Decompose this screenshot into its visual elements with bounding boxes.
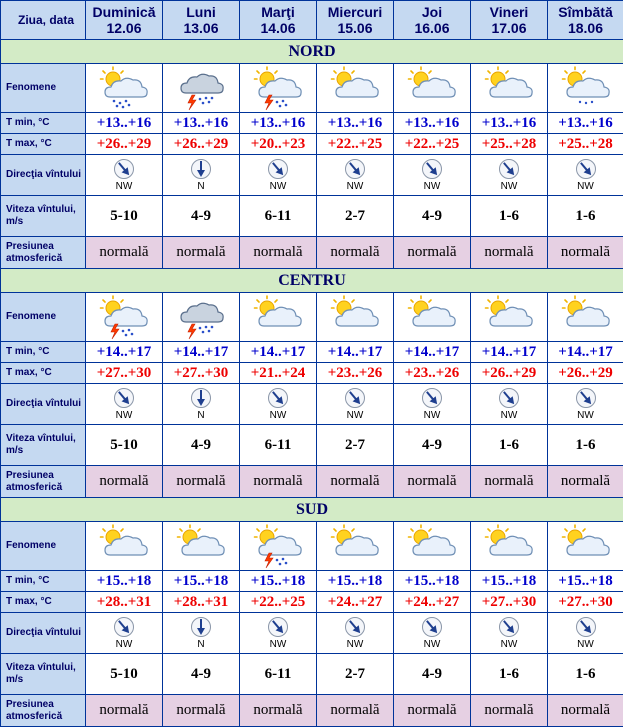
wind-speed-cell: 6-11 [240,654,317,695]
row-label: T max, °C [1,134,86,155]
day-name: Joi [394,4,470,20]
sun-cloud-icon [163,523,239,569]
tmin-cell: +13..+16 [86,113,163,134]
tmax-cell: +26..+29 [86,134,163,155]
wind-speed-cell: 1-6 [548,425,623,466]
header-row [1,1,623,40]
row-label: Viteza vîntului, m/s [1,425,86,466]
weather-icon-cell [317,293,394,342]
day-date: 13.06 [163,20,239,36]
pressure-cell: normală [86,466,163,498]
weather-icon-cell [394,522,471,571]
header-label: Ziua, data [1,1,86,40]
spd-row [1,654,623,695]
row-label: Viteza vîntului, m/s [1,196,86,237]
region-row [1,40,623,64]
ph-row [1,522,623,571]
row-label: Viteza vîntului, m/s [1,654,86,695]
wind-speed-cell: 2-7 [317,654,394,695]
wind-direction-text: NW [240,181,316,192]
wind-arrow-icon [548,387,623,409]
pressure-cell: normală [394,466,471,498]
wind-direction-cell [548,155,623,196]
tmax-row [1,592,623,613]
pressure-cell: normală [240,695,317,727]
pressure-cell: normală [471,237,548,269]
day-name: Vineri [471,4,547,20]
wind-speed-cell: 5-10 [86,654,163,695]
row-label: T min, °C [1,571,86,592]
wind-direction-cell [240,155,317,196]
tmin-cell: +15..+18 [86,571,163,592]
tmax-row [1,134,623,155]
wind-arrow-icon [163,158,239,180]
wind-direction-text: NW [240,639,316,650]
tmin-cell: +15..+18 [163,571,240,592]
wind-direction-text: NW [548,639,623,650]
weather-icon-cell [471,64,548,113]
tmax-row [1,363,623,384]
sun-cloud-icon [240,294,316,340]
row-label: Direcţia vîntului [1,613,86,654]
wind-direction-cell [317,613,394,654]
wind-speed-cell: 6-11 [240,196,317,237]
day-name: Luni [163,4,239,20]
wind-direction-cell [471,384,548,425]
tmax-cell: +28..+31 [163,592,240,613]
tmin-cell: +15..+18 [548,571,623,592]
weather-icon-cell [163,64,240,113]
weather-icon-cell [548,293,623,342]
pres-row [1,237,623,269]
row-label: Direcţia vîntului [1,155,86,196]
sun-cloud-icon [317,523,393,569]
sun-cloud-light-rain-icon [548,65,623,111]
ph-row [1,64,623,113]
weather-icon-cell [86,522,163,571]
wind-speed-cell: 6-11 [240,425,317,466]
day-header [471,1,548,40]
weather-icon-cell [394,293,471,342]
row-label: Direcţia vîntului [1,384,86,425]
row-label: Presiunea atmosferică [1,237,86,269]
day-date: 15.06 [317,20,393,36]
tmin-cell: +14..+17 [317,342,394,363]
tmin-cell: +13..+16 [548,113,623,134]
tmin-cell: +15..+18 [240,571,317,592]
tmax-cell: +21..+24 [240,363,317,384]
pressure-cell: normală [163,466,240,498]
sun-cloud-icon [317,65,393,111]
day-name: Duminică [86,4,162,20]
sun-cloud-icon [471,523,547,569]
wind-arrow-icon [548,616,623,638]
wind-speed-cell: 4-9 [163,425,240,466]
wind-direction-cell [163,155,240,196]
tmin-cell: +13..+16 [163,113,240,134]
wind-direction-text: NW [86,410,162,421]
tmin-row [1,113,623,134]
row-label: Presiunea atmosferică [1,466,86,498]
tmax-cell: +22..+25 [317,134,394,155]
pressure-cell: normală [471,466,548,498]
wind-direction-cell [394,384,471,425]
region-title: CENTRU [1,269,623,293]
wind-direction-cell [163,384,240,425]
sun-cloud-storm-rain-icon [86,294,162,340]
wind-direction-text: NW [317,181,393,192]
sun-cloud-storm-rain-icon [240,65,316,111]
row-label: T max, °C [1,592,86,613]
row-label: Fenomene [1,522,86,571]
wind-arrow-icon [86,158,162,180]
tmax-cell: +27..+30 [471,592,548,613]
wind-speed-cell: 1-6 [471,425,548,466]
pressure-cell: normală [317,237,394,269]
wind-direction-cell [317,155,394,196]
pres-row [1,695,623,727]
wind-speed-cell: 4-9 [394,425,471,466]
row-label: Fenomene [1,64,86,113]
weather-icon-cell [163,293,240,342]
weather-icon-cell [471,293,548,342]
wind-speed-cell: 1-6 [471,196,548,237]
tmin-cell: +13..+16 [317,113,394,134]
tmax-cell: +25..+28 [548,134,623,155]
sun-cloud-icon [394,65,470,111]
region-title: SUD [1,498,623,522]
ph-row [1,293,623,342]
tmax-cell: +27..+30 [86,363,163,384]
wind-arrow-icon [86,616,162,638]
wind-direction-cell [471,155,548,196]
tmin-cell: +15..+18 [394,571,471,592]
wind-direction-text: NW [394,181,470,192]
sun-cloud-rain-icon [86,65,162,111]
wind-direction-cell [548,384,623,425]
wind-direction-text: NW [471,410,547,421]
sun-cloud-icon [394,294,470,340]
tmax-cell: +26..+29 [548,363,623,384]
wind-direction-cell [163,613,240,654]
pressure-cell: normală [163,237,240,269]
tmax-cell: +27..+30 [548,592,623,613]
tmax-cell: +23..+26 [394,363,471,384]
wind-direction-text: NW [317,410,393,421]
day-header [86,1,163,40]
day-header [240,1,317,40]
pressure-cell: normală [394,695,471,727]
wind-direction-cell [548,613,623,654]
row-label: Presiunea atmosferică [1,695,86,727]
cloud-storm-rain-icon [163,294,239,340]
wind-direction-cell [394,155,471,196]
weather-icon-cell [548,64,623,113]
tmin-cell: +13..+16 [394,113,471,134]
wind-speed-cell: 2-7 [317,196,394,237]
wind-direction-cell [86,613,163,654]
weather-icon-cell [240,293,317,342]
row-label: T min, °C [1,113,86,134]
weather-icon-cell [471,522,548,571]
region-row [1,498,623,522]
wind-direction-cell [240,613,317,654]
pressure-cell: normală [317,695,394,727]
wind-direction-text: NW [471,181,547,192]
tmin-row [1,342,623,363]
day-date: 16.06 [394,20,470,36]
wind-speed-cell: 4-9 [394,196,471,237]
spd-row [1,425,623,466]
day-date: 18.06 [548,20,623,36]
sun-cloud-icon [548,294,623,340]
sun-cloud-icon [548,523,623,569]
wind-direction-text: NW [394,639,470,650]
wind-speed-cell: 5-10 [86,425,163,466]
day-name: Miercuri [317,4,393,20]
wind-speed-cell: 4-9 [163,196,240,237]
tmax-cell: +27..+30 [163,363,240,384]
wind-direction-cell [471,613,548,654]
wind-arrow-icon [240,616,316,638]
wind-direction-cell [317,384,394,425]
tmax-cell: +24..+27 [394,592,471,613]
day-header [163,1,240,40]
tmax-cell: +25..+28 [471,134,548,155]
day-name: Marţi [240,4,316,20]
day-date: 17.06 [471,20,547,36]
dir-row [1,613,623,654]
weather-icon-cell [548,522,623,571]
wind-arrow-icon [317,616,393,638]
wind-speed-cell: 4-9 [163,654,240,695]
wind-arrow-icon [163,616,239,638]
tmax-cell: +22..+25 [240,592,317,613]
sun-cloud-icon [471,294,547,340]
wind-direction-cell [86,155,163,196]
wind-direction-text: NW [548,181,623,192]
wind-arrow-icon [86,387,162,409]
pressure-cell: normală [240,466,317,498]
wind-direction-text: NW [317,639,393,650]
day-header [317,1,394,40]
wind-direction-cell [394,613,471,654]
sun-cloud-icon [471,65,547,111]
spd-row [1,196,623,237]
wind-direction-text: NW [240,410,316,421]
wind-arrow-icon [317,158,393,180]
pressure-cell: normală [548,466,623,498]
sun-cloud-icon [317,294,393,340]
wind-direction-text: NW [86,639,162,650]
weather-icon-cell [317,522,394,571]
wind-arrow-icon [240,387,316,409]
pres-row [1,466,623,498]
wind-speed-cell: 1-6 [548,196,623,237]
wind-direction-text: NW [86,181,162,192]
tmin-cell: +13..+16 [240,113,317,134]
tmax-cell: +23..+26 [317,363,394,384]
tmin-cell: +15..+18 [317,571,394,592]
weather-icon-cell [240,522,317,571]
region-title: NORD [1,40,623,64]
day-header [548,1,623,40]
row-label: T min, °C [1,342,86,363]
dir-row [1,384,623,425]
wind-arrow-icon [317,387,393,409]
wind-direction-text: NW [548,410,623,421]
wind-direction-cell [86,384,163,425]
wind-arrow-icon [548,158,623,180]
wind-direction-text: NW [471,639,547,650]
sun-cloud-storm-rain-icon [240,523,316,569]
pressure-cell: normală [548,695,623,727]
wind-arrow-icon [394,387,470,409]
day-header [394,1,471,40]
wind-speed-cell: 2-7 [317,425,394,466]
tmin-cell: +13..+16 [471,113,548,134]
pressure-cell: normală [394,237,471,269]
tmax-cell: +22..+25 [394,134,471,155]
weather-icon-cell [394,64,471,113]
pressure-cell: normală [317,466,394,498]
tmin-cell: +14..+17 [548,342,623,363]
row-label: Fenomene [1,293,86,342]
wind-speed-cell: 4-9 [394,654,471,695]
tmin-cell: +14..+17 [163,342,240,363]
wind-arrow-icon [471,387,547,409]
tmax-cell: +24..+27 [317,592,394,613]
pressure-cell: normală [240,237,317,269]
wind-direction-cell [240,384,317,425]
wind-direction-text: NW [394,410,470,421]
tmin-row [1,571,623,592]
wind-arrow-icon [471,158,547,180]
wind-arrow-icon [163,387,239,409]
sun-cloud-icon [394,523,470,569]
pressure-cell: normală [548,237,623,269]
day-name: Sîmbătă [548,4,623,20]
tmin-cell: +15..+18 [471,571,548,592]
wind-arrow-icon [394,158,470,180]
tmax-cell: +20..+23 [240,134,317,155]
tmax-cell: +26..+29 [163,134,240,155]
dir-row [1,155,623,196]
weather-icon-cell [317,64,394,113]
wind-speed-cell: 1-6 [471,654,548,695]
wind-arrow-icon [471,616,547,638]
wind-speed-cell: 1-6 [548,654,623,695]
wind-direction-text: N [163,639,239,650]
weather-icon-cell [86,293,163,342]
weather-icon-cell [163,522,240,571]
cloud-storm-rain-icon [163,65,239,111]
weather-icon-cell [86,64,163,113]
pressure-cell: normală [471,695,548,727]
wind-direction-text: N [163,410,239,421]
pressure-cell: normală [86,237,163,269]
tmin-cell: +14..+17 [471,342,548,363]
row-label: T max, °C [1,363,86,384]
sun-cloud-icon [86,523,162,569]
pressure-cell: normală [86,695,163,727]
tmin-cell: +14..+17 [394,342,471,363]
weather-icon-cell [240,64,317,113]
region-row [1,269,623,293]
tmin-cell: +14..+17 [86,342,163,363]
wind-arrow-icon [394,616,470,638]
wind-direction-text: N [163,181,239,192]
day-date: 12.06 [86,20,162,36]
pressure-cell: normală [163,695,240,727]
tmax-cell: +28..+31 [86,592,163,613]
tmin-cell: +14..+17 [240,342,317,363]
wind-arrow-icon [240,158,316,180]
wind-speed-cell: 5-10 [86,196,163,237]
day-date: 14.06 [240,20,316,36]
tmax-cell: +26..+29 [471,363,548,384]
